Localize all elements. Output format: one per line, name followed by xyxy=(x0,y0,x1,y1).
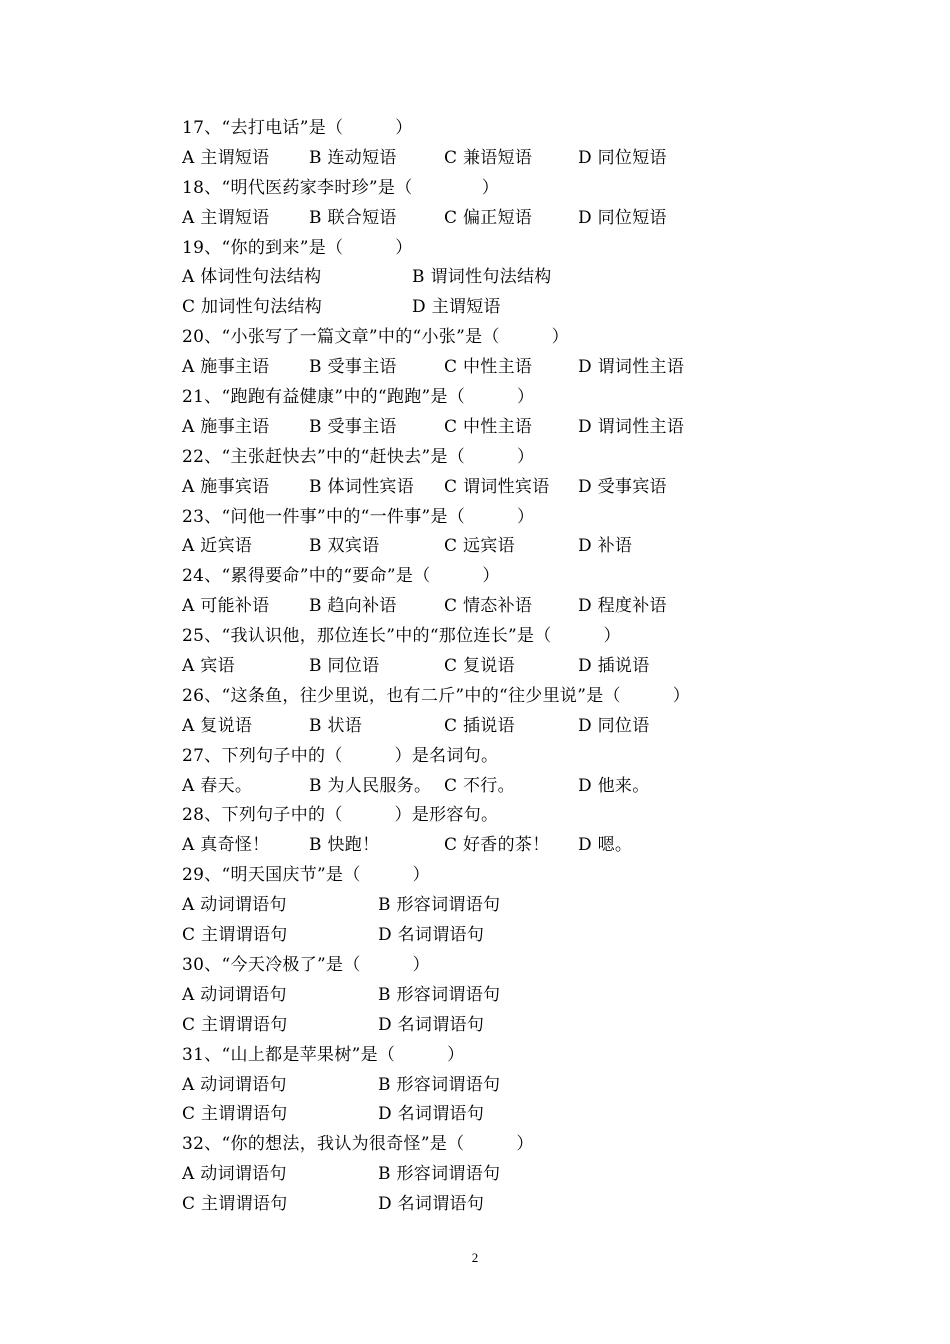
options-row xyxy=(182,981,882,1011)
option: D 他来。 xyxy=(578,775,650,796)
options-row xyxy=(182,263,882,293)
option: B 趋向补语 xyxy=(309,596,397,617)
question-stem: 27、下列句子中的（ ）是名词句。 xyxy=(182,745,499,766)
option: A 近宾语 xyxy=(182,536,253,557)
option: A 复说语 xyxy=(182,715,253,736)
option: C 情态补语 xyxy=(444,596,533,617)
option: B 连动短语 xyxy=(309,147,397,168)
option: B 双宾语 xyxy=(309,536,380,557)
question-stem: 22、“主张赶快去”中的“赶快去”是（ ） xyxy=(182,446,535,467)
option: B 受事主语 xyxy=(309,357,397,378)
option: D 名词谓语句 xyxy=(378,1014,485,1035)
option: D 同位短语 xyxy=(578,147,667,168)
question-stem: 21、“跑跑有益健康”中的“跑跑”是（ ） xyxy=(182,387,535,408)
options-row xyxy=(182,413,882,443)
question-stem: 24、“累得要命”中的“要命”是（ ） xyxy=(182,566,500,587)
option: B 形容词谓语句 xyxy=(378,1074,501,1095)
question-stem: 17、“去打电话”是（ ） xyxy=(182,118,413,138)
options-row xyxy=(182,921,882,951)
option: A 动词谓语句 xyxy=(182,984,287,1005)
option: B 快跑！ xyxy=(309,835,380,856)
option: D 程度补语 xyxy=(578,596,667,617)
options-row xyxy=(182,652,882,682)
question-stem: 25、“我认识他，那位连长”中的“那位连长”是（ ） xyxy=(182,626,621,647)
question-stem: 29、“明天国庆节”是（ ） xyxy=(182,865,430,886)
question-stem: 19、“你的到来”是（ ） xyxy=(182,237,413,258)
options-row xyxy=(182,1190,882,1220)
option: A 施事主语 xyxy=(182,416,270,437)
question-stem: 26、“这条鱼，往少里说，也有二斤”中的“往少里说”是（ ） xyxy=(182,685,690,706)
option: C 主谓谓语句 xyxy=(182,1104,288,1125)
options-row xyxy=(182,592,882,622)
option: A 春天。 xyxy=(182,775,253,796)
option: C 兼语短语 xyxy=(444,147,533,168)
option: D 谓词性主语 xyxy=(578,357,685,378)
page-number: 2 xyxy=(471,1250,479,1265)
options-row xyxy=(182,1011,882,1041)
question-stem: 31、“山上都是苹果树”是（ ） xyxy=(182,1044,465,1065)
option: A 施事宾语 xyxy=(182,476,270,497)
options-row xyxy=(182,1100,882,1130)
option: A 可能补语 xyxy=(182,596,270,617)
option: D 名词谓语句 xyxy=(378,925,485,946)
option: C 主谓谓语句 xyxy=(182,1194,288,1215)
question-stem: 20、“小张写了一篇文章”中的“小张”是（ ） xyxy=(182,327,569,348)
options-row xyxy=(182,1071,882,1101)
question-list xyxy=(182,114,882,1220)
question-stem: 32、“你的想法，我认为很奇怪”是（ ） xyxy=(182,1134,534,1155)
option: B 为人民服务。 xyxy=(309,775,432,796)
option: C 好香的茶！ xyxy=(444,835,550,856)
options-row xyxy=(182,473,882,503)
option: A 主谓短语 xyxy=(182,207,270,228)
options-row xyxy=(182,772,882,802)
option: C 偏正短语 xyxy=(444,207,533,228)
option: D 同位语 xyxy=(578,715,650,736)
option: A 动词谓语句 xyxy=(182,1074,287,1095)
question-stem: 30、“今天冷极了”是（ ） xyxy=(182,954,430,975)
option: A 主谓短语 xyxy=(182,147,270,168)
option: B 形容词谓语句 xyxy=(378,895,501,916)
option: D 补语 xyxy=(578,536,633,557)
option: C 远宾语 xyxy=(444,536,515,557)
question-stem: 23、“问他一件事”中的“一件事”是（ ） xyxy=(182,506,535,527)
option: D 主谓短语 xyxy=(412,297,501,318)
option: D 谓词性主语 xyxy=(578,416,685,437)
option: D 嗯。 xyxy=(578,835,633,856)
option: B 谓词性句法结构 xyxy=(412,267,552,288)
option: A 体词性句法结构 xyxy=(182,267,322,288)
option: A 真奇怪！ xyxy=(182,835,270,856)
options-row xyxy=(182,144,882,174)
option: B 状语 xyxy=(309,715,363,736)
options-row xyxy=(182,891,882,921)
option: D 名词谓语句 xyxy=(378,1194,485,1215)
option: A 动词谓语句 xyxy=(182,1164,287,1185)
option: A 动词谓语句 xyxy=(182,895,287,916)
options-row xyxy=(182,204,882,234)
option: B 形容词谓语句 xyxy=(378,984,501,1005)
question-stem: 18、“明代医药家李时珍”是（ ） xyxy=(182,177,500,198)
option: C 中性主语 xyxy=(444,357,533,378)
option: D 受事宾语 xyxy=(578,476,667,497)
option: A 施事主语 xyxy=(182,357,270,378)
option: B 受事主语 xyxy=(309,416,397,437)
option: C 谓词性宾语 xyxy=(444,476,550,497)
options-row xyxy=(182,293,882,323)
options-row xyxy=(182,831,882,861)
option: B 联合短语 xyxy=(309,207,397,228)
options-row xyxy=(182,353,882,383)
option: C 复说语 xyxy=(444,656,515,677)
options-row xyxy=(182,1160,882,1190)
option: D 名词谓语句 xyxy=(378,1104,485,1125)
option: A 宾语 xyxy=(182,656,235,677)
options-row xyxy=(182,712,882,742)
option: C 插说语 xyxy=(444,715,515,736)
option: C 不行。 xyxy=(444,775,515,796)
option: C 中性主语 xyxy=(444,416,533,437)
option: C 加词性句法结构 xyxy=(182,297,323,318)
option: D 同位短语 xyxy=(578,207,667,228)
question-stem: 28、下列句子中的（ ）是形容句。 xyxy=(182,805,499,826)
option: B 同位语 xyxy=(309,656,380,677)
option: C 主谓谓语句 xyxy=(182,1014,288,1035)
option: D 插说语 xyxy=(578,656,650,677)
option: B 形容词谓语句 xyxy=(378,1164,501,1185)
option: B 体词性宾语 xyxy=(309,476,414,497)
option: C 主谓谓语句 xyxy=(182,925,288,946)
options-row xyxy=(182,532,882,562)
